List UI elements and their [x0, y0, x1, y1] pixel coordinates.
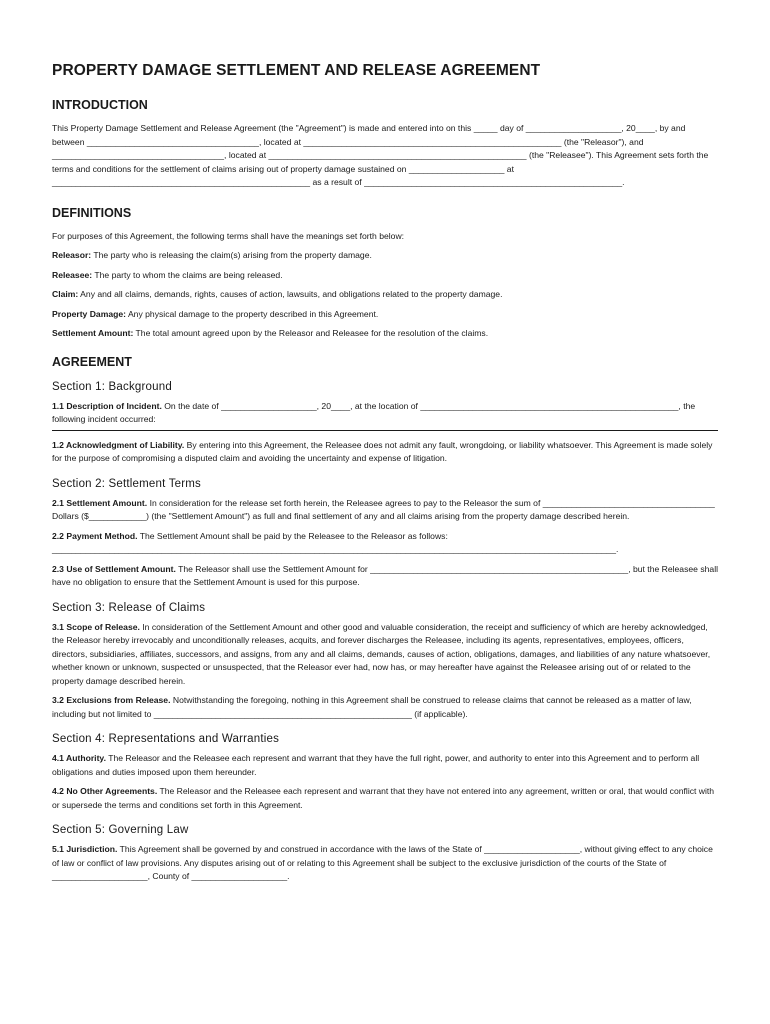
definitions-heading: DEFINITIONS	[52, 205, 132, 220]
agreement-heading: AGREEMENT	[52, 354, 132, 369]
definition-text: Any physical damage to the property described in this Agreement.	[126, 308, 379, 319]
clause-term: 4.2 No Other Agreements.	[52, 786, 158, 796]
clause-term: 1.1 Description of Incident.	[52, 400, 162, 411]
introduction-heading: INTRODUCTION	[52, 98, 148, 112]
clause-text: The Releasor and the Releasee each represent and warrant that they have not entered into any agreement, written or oral, that would conflict with or supersede the terms and conditions set forth in this Agreement.	[52, 786, 715, 810]
clause-4-2	[52, 785, 718, 812]
clause-2-3	[52, 563, 718, 590]
clause-term: 2.3 Use of Settlement Amount.	[52, 563, 176, 574]
definition-term: Releasee:	[52, 269, 93, 280]
section-2-heading: Section 2: Settlement Terms	[52, 477, 202, 490]
clause-3-1	[52, 621, 718, 689]
clause-text: In consideration of the Settlement Amount and other good and valuable consideration, the receipt and sufficiency of which are hereby acknowledged, the Releasor hereby irrevocably and unconditionally releases, acquits, and forever discharges the Releasee, including its agents, representatives, employees, officers, directors, subsidiaries, affiliates, successors, and assigns, from any and all claims, demands, causes of action, obligations, damages, and liabilities of any nature whatsoever, whether known or unknown, suspected or unsuspected, that the Releasor ever had, now has, or may hereafter have against the Releasee arising out of or related to the property damage described herein.	[52, 621, 711, 686]
definition-term: Settlement Amount:	[52, 328, 134, 338]
section-5-heading: Section 5: Governing Law	[52, 824, 189, 836]
section-1-heading: Section 1: Background	[52, 380, 172, 393]
definition-term: Claim:	[52, 289, 79, 299]
definition-property-damage	[52, 308, 718, 322]
definition-releasor	[52, 249, 718, 263]
clause-1-2	[52, 439, 718, 466]
introduction-paragraph: This Property Damage Settlement and Release Agreement (the "Agreement") is made and entered into on this _____ day of ____________________, 20____, by and between ____________________________________, located at ______________________________________________________ (the "Releasor"), and ____________________________________, located at ______________________________________________________ (the "Releasee"). This Agreement sets forth the terms and conditions for the settlement of claims arising out of property damage sustained on ____________________ at ______________________________________________________ as a result of ______________________________________________________.	[52, 123, 709, 187]
clause-5-1	[52, 843, 718, 884]
clause-term: 5.1 Jurisdiction.	[52, 844, 118, 854]
clause-4-1	[52, 752, 718, 779]
definition-releasee	[52, 269, 718, 283]
clause-term: 4.1 Authority.	[52, 753, 106, 763]
clause-term: 3.1 Scope of Release.	[52, 621, 140, 632]
clause-term: 2.1 Settlement Amount.	[52, 497, 148, 508]
definitions-intro: For purposes of this Agreement, the following terms shall have the meanings set forth below:	[52, 230, 405, 241]
clause-term: 3.2 Exclusions from Release.	[52, 695, 171, 705]
blank-line	[52, 429, 718, 431]
clause-2-2	[52, 530, 718, 557]
clause-2-1	[52, 497, 718, 524]
section-3-heading: Section 3: Release of Claims	[52, 601, 206, 614]
clause-text: Notwithstanding the foregoing, nothing in this Agreement shall be construed to release claims that cannot be released as a matter of law, including but not limited to ______________________________________________________ (if applicable).	[52, 695, 692, 719]
clause-text: In consideration for the release set forth herein, the Releasee agrees to pay to the Releasor the sum of ____________________________________ Dollars ($____________) (the "Settlement Amount") as full and final settlement of any and all claims arising from the property damage described herein.	[52, 497, 715, 521]
definition-text: The total amount agreed upon by the Releasor and Releasee for the resolution of the claims.	[133, 328, 489, 338]
definition-text: The party who is releasing the claim(s) arising from the property damage.	[91, 250, 372, 260]
definition-term: Property Damage:	[52, 308, 127, 319]
clause-3-2	[52, 694, 718, 721]
document-title: PROPERTY DAMAGE SETTLEMENT AND RELEASE AGREEMENT	[52, 62, 541, 79]
clause-text: On the date of ____________________, 20____, at the location of ______________________________________________________, the following incident occurred:	[52, 400, 696, 424]
definition-term: Releasor:	[52, 250, 92, 260]
clause-term: 1.2 Acknowledgment of Liability.	[52, 439, 185, 450]
clause-text: The Settlement Amount shall be paid by the Releasee to the Releasor as follows: ______________________________________________________________________________________________________________________.	[52, 530, 619, 554]
definition-text: The party to whom the claims are being released.	[92, 269, 283, 280]
clause-text: The Releasor shall use the Settlement Amount for ______________________________________________________, but the Releasee shall have no obligation to ensure that the Settlement Amount is used for this purpose.	[52, 563, 719, 587]
section-4-heading: Section 4: Representations and Warranties	[52, 733, 280, 745]
definition-claim	[52, 288, 718, 302]
clause-1-1	[52, 400, 718, 427]
clause-text: This Agreement shall be governed by and construed in accordance with the laws of the State of ____________________, without giving effect to any choice of law or conflict of law provisions. Any disputes arising out of or relating to this Agreement shall be subject to the exclusive jurisdiction of the courts of the State of ____________________, County of ____________________.	[52, 844, 713, 881]
clause-term: 2.2 Payment Method.	[52, 530, 138, 541]
clause-text: The Releasor and the Releasee each represent and warrant that they have the full right, power, and authority to enter into this Agreement and to perform all obligations and duties imposed upon them hereunder.	[52, 753, 700, 777]
definition-settlement-amount	[52, 327, 718, 341]
definition-text: Any and all claims, demands, rights, causes of action, lawsuits, and obligations related to the property damage.	[78, 289, 503, 299]
clause-text: By entering into this Agreement, the Releasee does not admit any fault, wrongdoing, or liability whatsoever. This Agreement is made solely for the purpose of compromising a disputed claim and avoiding the uncertainty and expense of litigation.	[52, 439, 713, 463]
